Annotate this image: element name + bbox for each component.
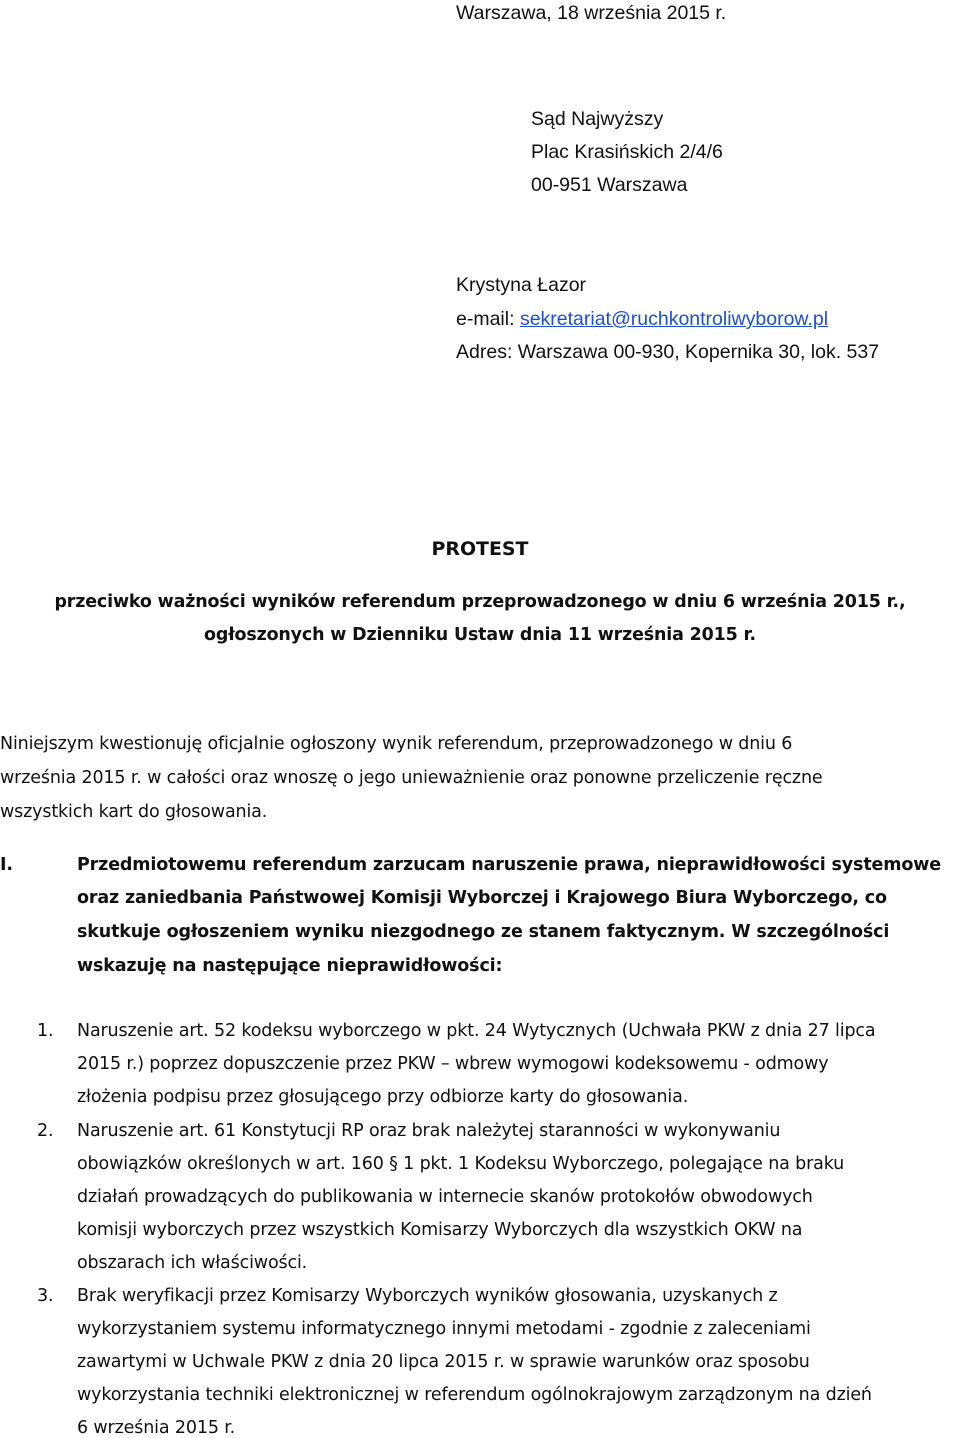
list-item-line: zawartymi w Uchwale PKW z dnia 20 lipca 2015 r. w sprawie warunków oraz sposobu [77,1352,810,1372]
intro-line: Niniejszym kwestionuję oficjalnie ogłoszony wynik referendum, przeprowadzonego w dniu 6 [0,734,793,754]
list-item-number: 1. [37,1021,54,1041]
list-item-line: obszarach ich właściwości. [77,1253,308,1273]
list-item-line: Naruszenie art. 52 kodeksu wyborczego w pkt. 24 Wytycznych (Uchwała PKW z dnia 27 lipca [77,1021,876,1041]
intro-line: września 2015 r. w całości oraz wnoszę o jego unieważnienie oraz ponowne przeliczenie ręczne [0,768,823,788]
sender-email-line [456,308,828,331]
recipient-name: Sąd Najwyższy [531,108,664,130]
list-item-line: Naruszenie art. 61 Konstytucji RP oraz brak należytej staranności w wykonywaniu [77,1121,781,1141]
list-item-line: wykorzystania techniki elektronicznej w referendum ogólnokrajowym zarządzonym na dzień [77,1385,872,1405]
place-date: Warszawa, 18 września 2015 r. [456,2,727,24]
section-line: wskazuję na następujące nieprawidłowości: [77,956,503,976]
document-title: PROTEST [431,538,529,560]
intro-line: wszystkich kart do głosowania. [0,802,268,822]
recipient-street: Plac Krasińskich 2/4/6 [531,141,723,163]
email-label: e-mail: [456,308,520,330]
section-marker: I. [0,855,13,875]
list-item-line: 2015 r.) poprzez dopuszczenie przez PKW – wbrew wymogowi kodeksowemu - odmowy [77,1054,829,1074]
list-item-line: komisji wyborczych przez wszystkich Komisarzy Wyborczych dla wszystkich OKW na [77,1220,803,1240]
list-item-line: obowiązków określonych w art. 160 § 1 pkt. 1 Kodeksu Wyborczego, polegające na braku [77,1154,845,1174]
list-item-line: Brak weryfikacji przez Komisarzy Wyborczych wyników głosowania, uzyskanych z [77,1286,778,1306]
list-item-line: złożenia podpisu przez głosującego przy odbiorze karty do głosowania. [77,1087,689,1107]
list-item-line: 6 września 2015 r. [77,1418,236,1438]
list-item-line: działań prowadzących do publikowania w internecie skanów protokołów obwodowych [77,1187,813,1207]
section-line: Przedmiotowemu referendum zarzucam naruszenie prawa, nieprawidłowości systemowe [77,855,941,875]
document-subtitle-2: ogłoszonych w Dzienniku Ustaw dnia 11 września 2015 r. [204,625,756,645]
list-item-line: wykorzystaniem systemu informatycznego innymi metodami - zgodnie z zaleceniami [77,1319,811,1339]
list-item-number: 2. [37,1121,54,1141]
email-link[interactable]: sekretariat@ruchkontroliwyborow.pl [519,308,829,330]
list-item-number: 3. [37,1286,54,1306]
recipient-city: 00-951 Warszawa [531,174,688,196]
section-line: oraz zaniedbania Państwowej Komisji Wyborczej i Krajowego Biura Wyborczego, co [77,888,887,908]
document-subtitle-1: przeciwko ważności wyników referendum przeprowadzonego w dniu 6 września 2015 r., [54,592,906,612]
section-line: skutkuje ogłoszeniem wyniku niezgodnego ze stanem faktycznym. W szczególności [77,922,890,942]
sender-name: Krystyna Łazor [456,274,587,296]
sender-address: Adres: Warszawa 00-930, Kopernika 30, lok. 537 [456,341,880,363]
